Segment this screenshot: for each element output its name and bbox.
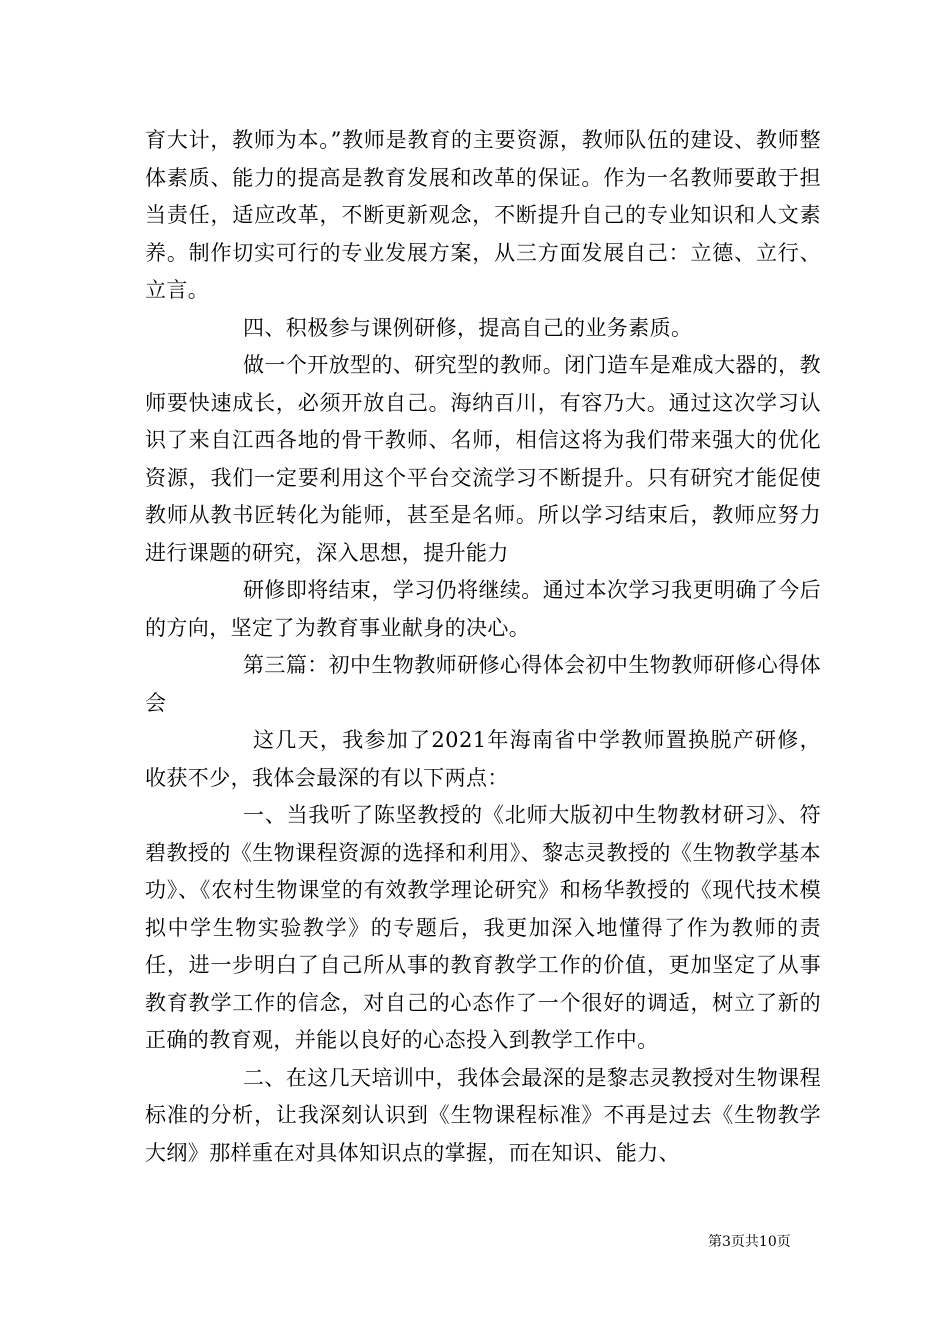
paragraph-point-one: 一、当我听了陈坚教授的《北师大版初中生物教材研习》、符碧教授的《生物课程资源的选择和利用》、黎志灵教授的《生物教学基本功》、《农村生物课堂的有效教学理论研究》和杨华教授的《现代技术模拟中学生物实验教学》的专题后，我更加深入地懂得了作为教师的责任，进一步明白了自己所从事的教育教学工作的价值，更加坚定了从事教育教学工作的信念，对自己的心态作了一个很好的调适，树立了新的正确的教育观，并能以良好的心态投入到教学工作中。 (145, 803, 821, 1052)
paragraph-point-two: 二、在这几天培训中，我体会最深的是黎志灵教授对生物课程标准的分析，让我深刻认识到《生物课程标准》不再是过去《生物教学大纲》那样重在对具体知识点的掌握，而在知识、能力、 (145, 1065, 821, 1165)
paragraph-intro: 这几天，我参加了2021年海南省中学教师置换脱产研修，收获不少，我体会最深的有以下两点： (145, 728, 821, 790)
paragraph-continuation: 育大计，教师为本。”教师是教育的主要资源，教师队伍的建设、教师整体素质、能力的提高是教育发展和改革的保证。作为一名教师要敢于担当责任，适应改革，不断更新观念，不断提升自己的专业知识和人文素养。制作切实可行的专业发展方案，从三方面发展自己：立德、立行、立言。 (145, 128, 821, 302)
page-number-footer: 第3页共10页 (708, 1234, 791, 1250)
section-heading-four: 四、积极参与课例研修，提高自己的业务素质。 (243, 315, 693, 340)
document-body (145, 122, 821, 1172)
paragraph-open-teacher: 做一个开放型的、研究型的教师。闭门造车是难成大器的，教师要快速成长，必须开放自己。海纳百川，有容乃大。通过这次学习认识了来自江西各地的骨干教师、名师，相信这将为我们带来强大的优化资源，我们一定要利用这个平台交流学习不断提升。只有研究才能促使教师从教书匠转化为能师，甚至是名师。所以学习结束后，教师应努力进行课题的研究，深入思想，提升能力 (145, 353, 821, 565)
paragraph-conclusion: 研修即将结束，学习仍将继续。通过本次学习我更明确了今后的方向，坚定了为教育事业献身的决心。 (145, 578, 821, 640)
article-title-three: 第三篇：初中生物教师研修心得体会初中生物教师研修心得体会 (145, 653, 821, 715)
